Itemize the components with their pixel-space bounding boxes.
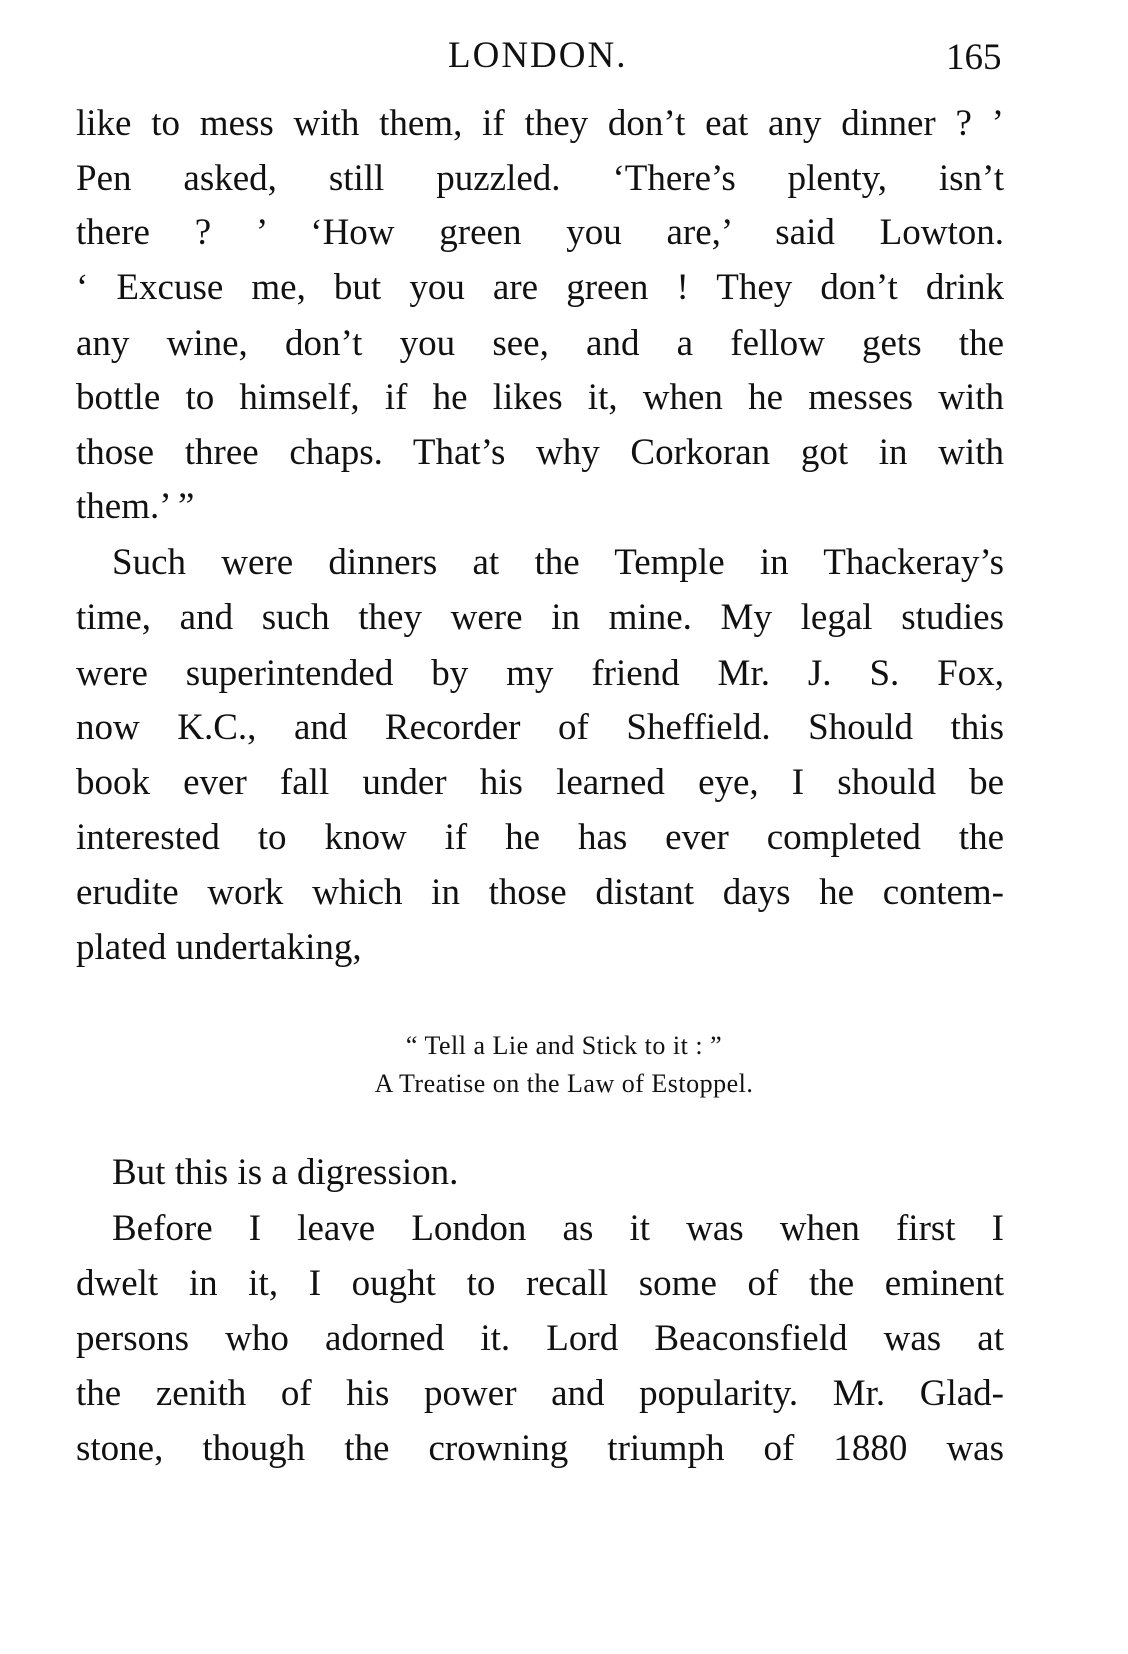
text-line: ‘ Excuse me, but you are green ! They don’t drink (76, 267, 1004, 308)
text-line: stone, though the crowning triumph of 1880 was (76, 1428, 1004, 1469)
text-line: any wine, don’t you see, and a fellow gets the (76, 323, 1004, 364)
text-line: interested to know if he has ever completed the (76, 817, 1004, 858)
text-line: dwelt in it, I ought to recall some of the eminent (76, 1263, 1004, 1304)
text-line: persons who adorned it. Lord Beaconsfield was at (76, 1318, 1004, 1359)
text-line: Such were dinners at the Temple in Thackeray’s (112, 542, 1004, 583)
text-line: were superintended by my friend Mr. J. S. Fox, (76, 653, 1004, 694)
text-line: the zenith of his power and popularity. Mr. Glad- (76, 1373, 1004, 1414)
text-line: like to mess with them, if they don’t eat any dinner ? ’ (76, 103, 1004, 144)
text-line: Pen asked, still puzzled. ‘There’s plenty, isn’t (76, 158, 1004, 199)
text-line: now K.C., and Recorder of Sheffield. Should this (76, 707, 1004, 748)
text-line: them.’ ” (76, 486, 195, 527)
text-line: bottle to himself, if he likes it, when he messes with (76, 377, 1004, 418)
text-line: erudite work which in those distant days he contem- (76, 872, 1004, 913)
text-line: book ever fall under his learned eye, I should be (76, 762, 1004, 803)
quoted-title: “ Tell a Lie and Stick to it : ” (405, 1031, 723, 1060)
text-line: there ? ’ ‘How green you are,’ said Lowton. (76, 212, 1004, 253)
running-title: LONDON. (448, 35, 628, 76)
text-line: those three chaps. That’s why Corkoran got in with (76, 432, 1004, 473)
text-line: plated undertaking, (76, 927, 362, 968)
text-line: Before I leave London as it was when first I (112, 1208, 1004, 1249)
text-line: time, and such they were in mine. My legal studies (76, 597, 1004, 638)
quoted-subtitle: A Treatise on the Law of Estoppel. (374, 1069, 754, 1098)
text-line: But this is a digression. (112, 1152, 459, 1193)
page-number: 165 (946, 37, 1002, 78)
